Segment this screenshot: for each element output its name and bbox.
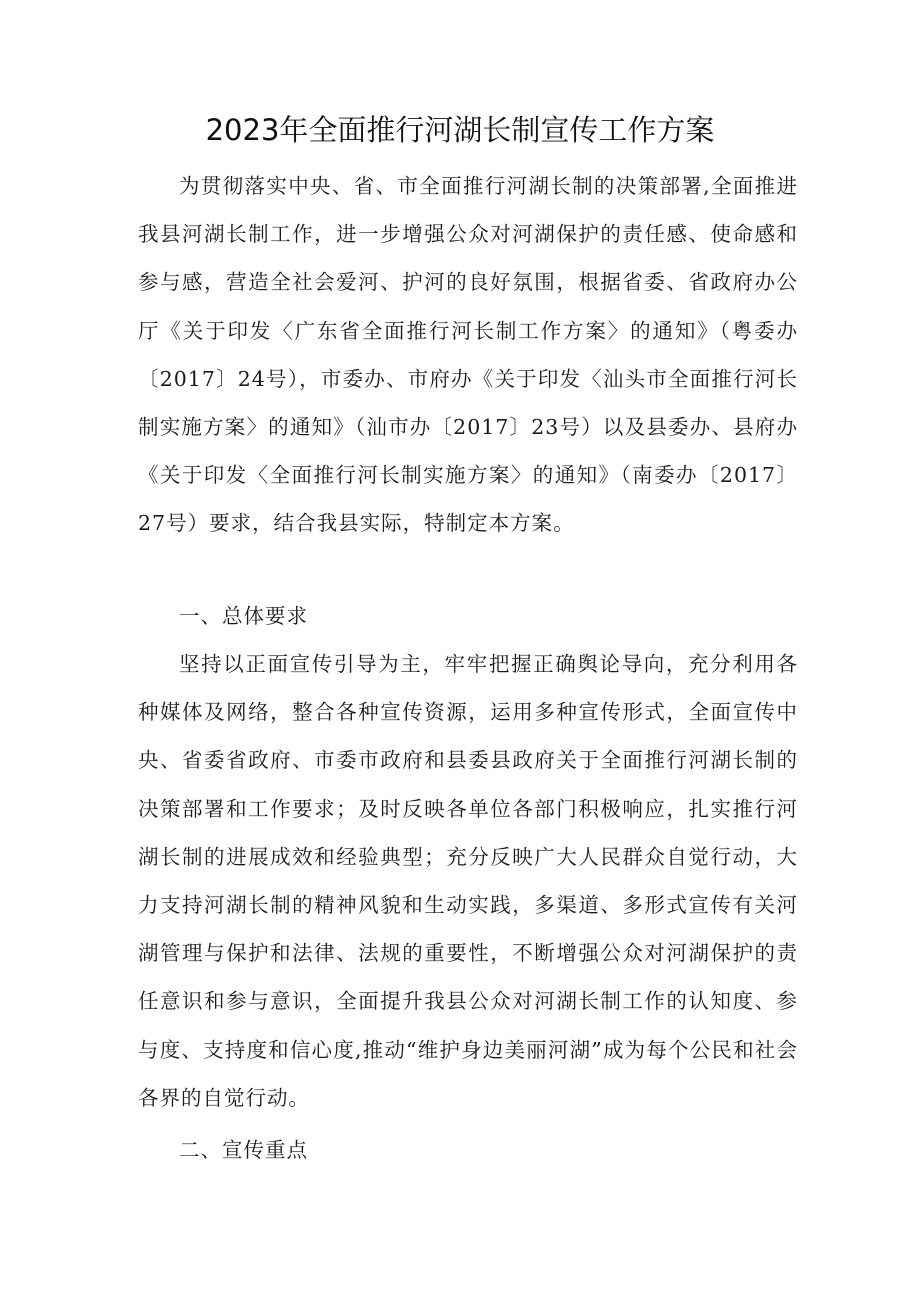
intro-paragraph: 为贯彻落实中央、省、市全面推行河湖长制的决策部署,全面推进我县河湖长制工作，进一步增强公众对河湖保护的责任感、使命感和参与感，营造全社会爱河、护河的良好氛围，根据省委、省政府办公厅《关于印发〈广东省全面推行河长制工作方案〉的通知》（粤委办〔2017〕24号），市委办、市府办《关于印发〈汕头市全面推行河长制实施方案〉的通知》（汕市办〔2017〕23号）以及县委办、县府办《关于印发〈全面推行河长制实施方案〉的通知》（南委办〔2017〕27号）要求，结合我县实际，特制定本方案。 bbox=[138, 174, 798, 536]
document-title: 2023年全面推行河湖长制宣传工作方案 bbox=[205, 113, 715, 147]
section-body-overall-requirements: 坚持以正面宣传引导为主，牢牢把握正确舆论导向，充分利用各种媒体及网络，整合各种宣传资源，运用多种宣传形式，全面宣传中央、省委省政府、市委市政府和县委县政府关于全面推行河湖长制的决策部署和工作要求；及时反映各单位各部门积极响应，扎实推行河湖长制的进展成效和经验典型；充分反映广大人民群众自觉行动，大力支持河湖长制的精神风貌和生动实践，多渠道、多形式宣传有关河湖管理与保护和法律、法规的重要性，不断增强公众对河湖保护的责任意识和参与意识，全面提升我县公众对河湖长制工作的认知度、参与度、支持度和信心度,推动“维护身边美丽河湖”成为每个公民和社会各界的自觉行动。 bbox=[138, 652, 798, 1110]
section-heading-publicity-focus: 二、宣传重点 bbox=[179, 1138, 308, 1162]
section-heading-overall-requirements: 一、总体要求 bbox=[179, 604, 308, 628]
